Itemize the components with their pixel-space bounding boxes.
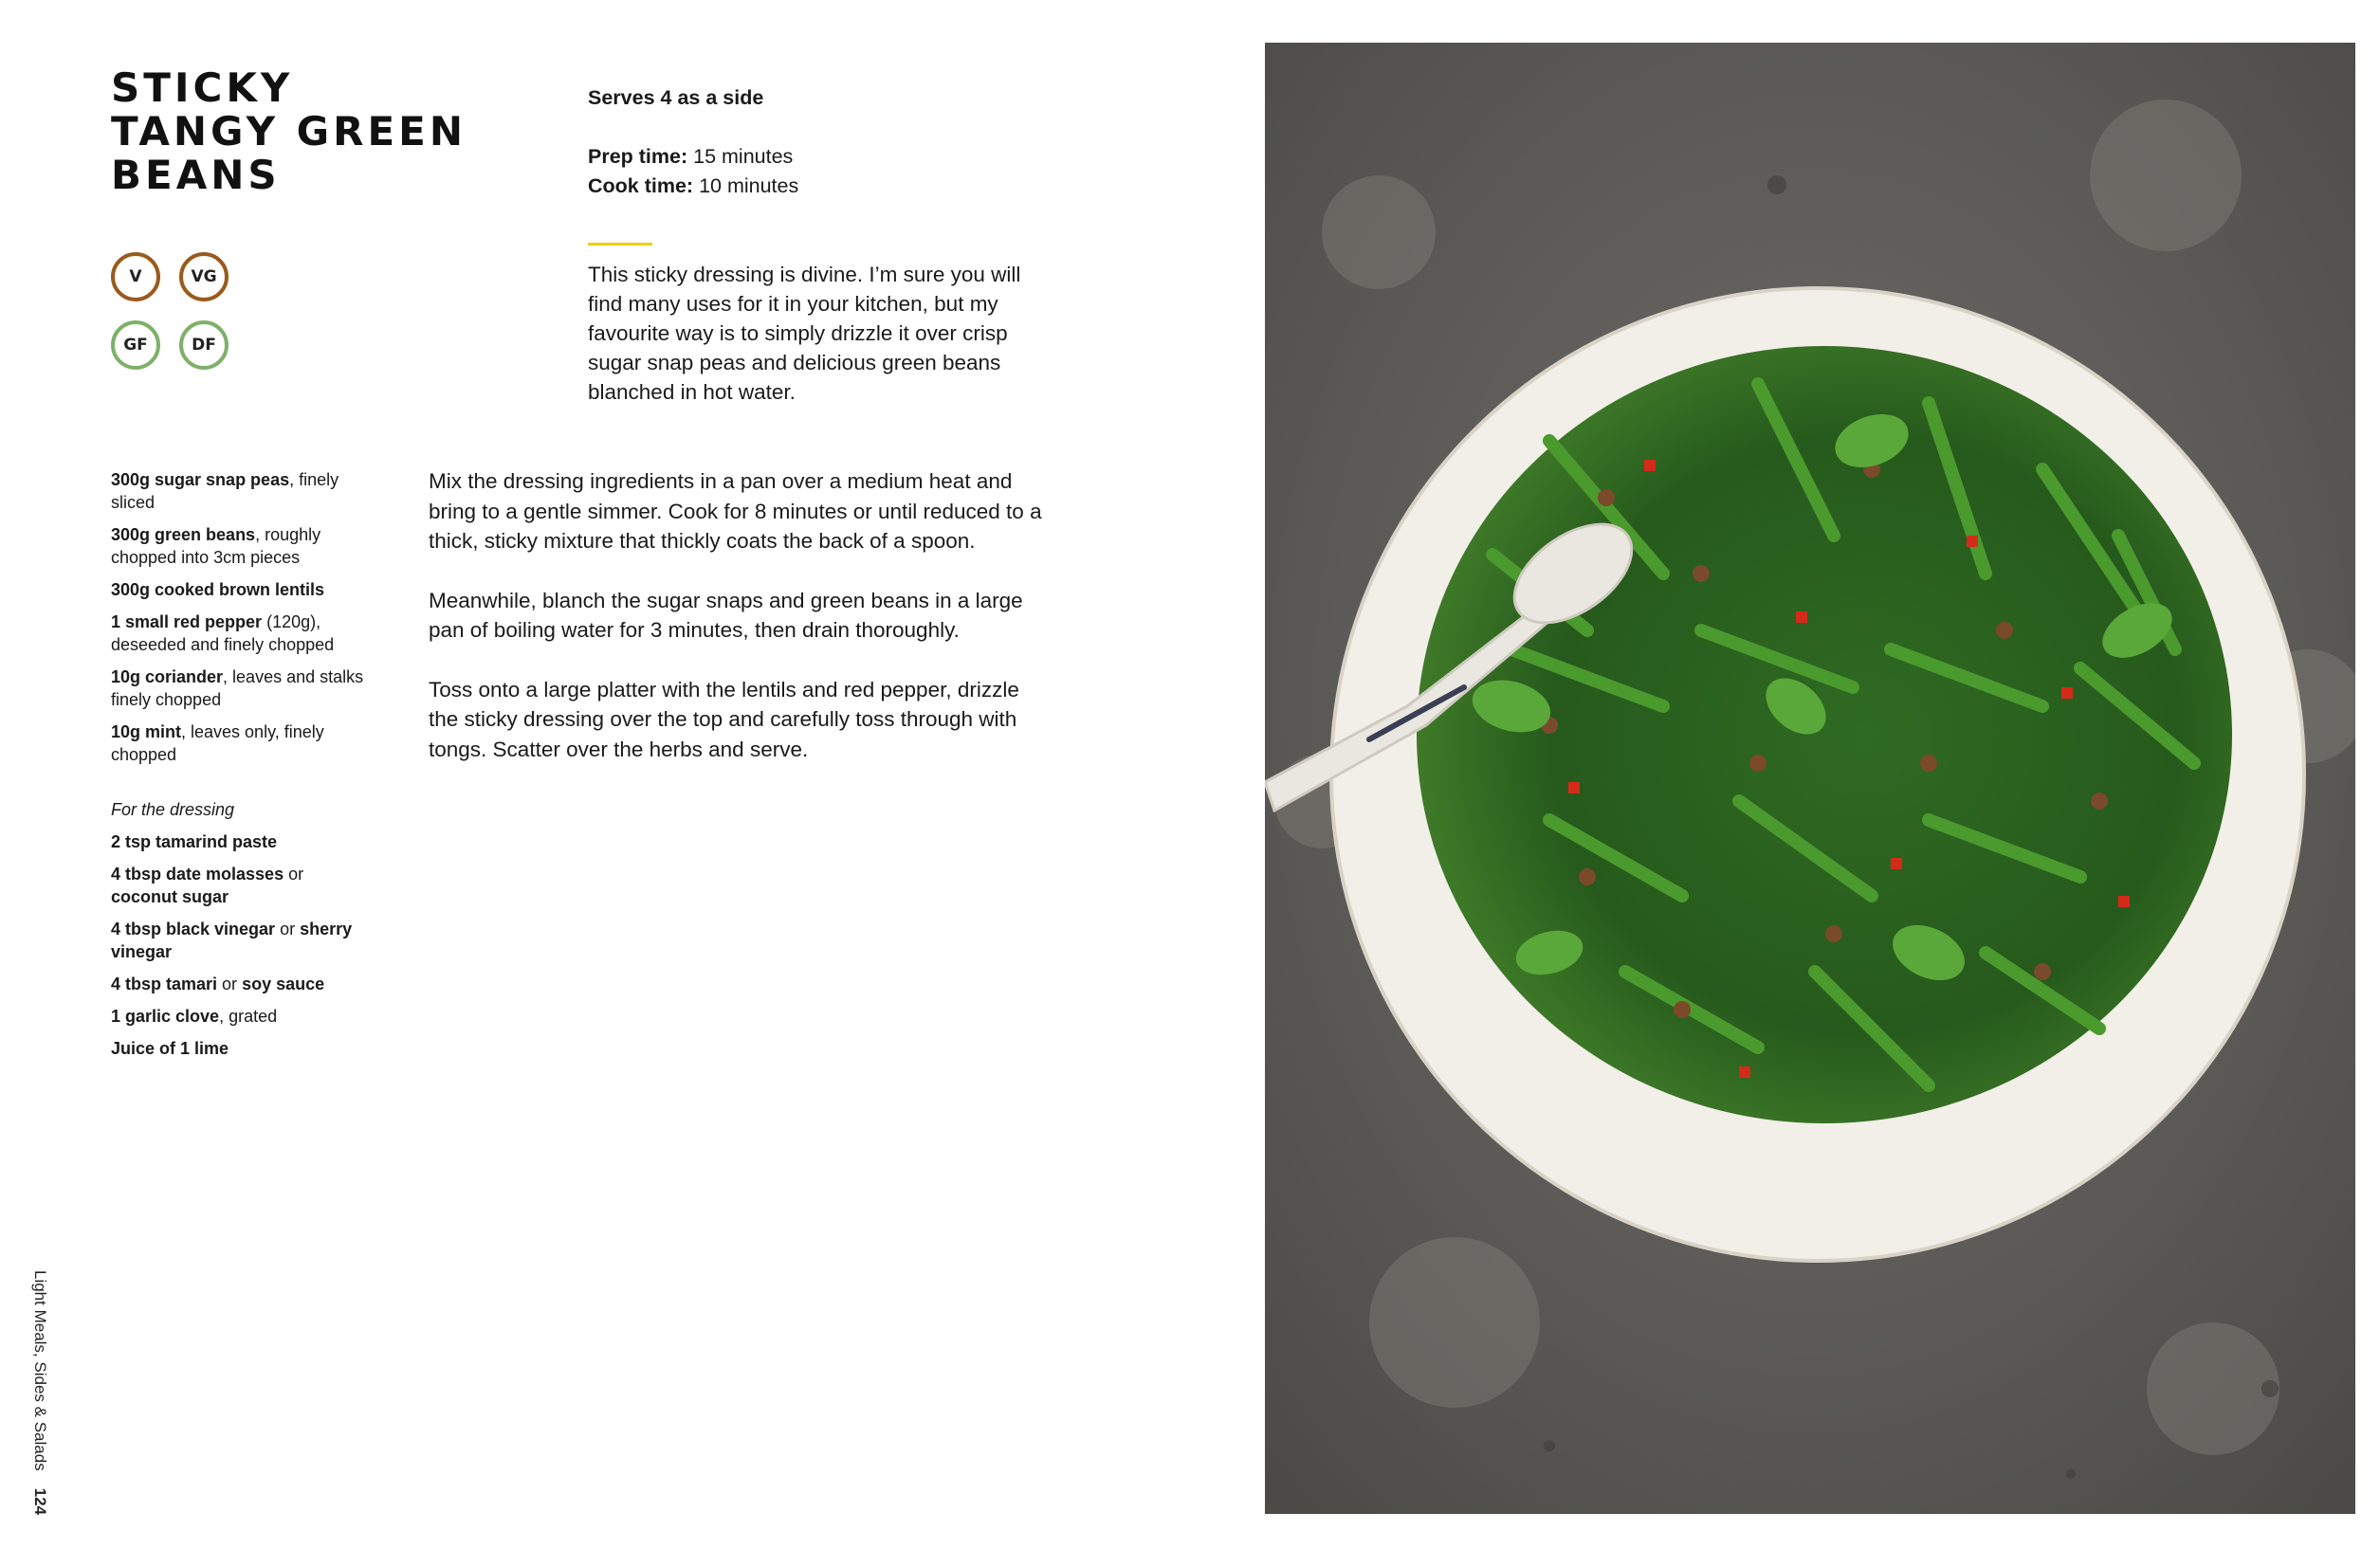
dressing-name: 4 tbsp black vinegar	[111, 920, 276, 939]
ingredient-name: 10g coriander	[111, 667, 224, 686]
dressing-name: Juice of 1 lime	[111, 1039, 229, 1058]
dressing-connector: , grated	[219, 1007, 278, 1026]
dressing-item	[111, 830, 367, 853]
dressing-heading: For the dressing	[111, 800, 235, 819]
dressing-item	[111, 1037, 367, 1060]
recipe-intro: This sticky dressing is divine. I’m sure you will find many uses for it in your kitchen, but my favourite way is to simply drizzle it over crisp sugar snap peas and delicious green beans blanched in hot water.	[588, 263, 1021, 404]
section-name: Light Meals, Sides & Salads	[31, 1270, 49, 1471]
green-beans-platter-image	[1265, 43, 2355, 1514]
title-line: TANGY GREEN	[111, 108, 467, 155]
serves-text: Serves 4 as a side	[588, 86, 764, 109]
diet-badges	[111, 252, 244, 375]
dressing-item	[111, 1005, 367, 1028]
ingredient-note: , leaves and stalks finely chopped	[111, 667, 364, 709]
cook-time-label: Cook time:	[588, 174, 694, 197]
ingredients-list	[111, 468, 367, 1069]
ingredient-name: 300g green beans	[111, 525, 256, 544]
dressing-connector: or	[275, 920, 301, 939]
prep-time-label: Prep time:	[588, 145, 688, 168]
ingredient-item	[111, 578, 367, 601]
ingredient-name: 300g sugar snap peas	[111, 470, 290, 489]
ingredient-item	[111, 665, 367, 711]
accent-divider	[588, 243, 652, 246]
dressing-alt: sherry vinegar	[111, 920, 353, 961]
dressing-name: 2 tsp tamarind paste	[111, 832, 278, 851]
dressing-item	[111, 863, 367, 908]
dairy-free-badge: DF	[179, 320, 229, 370]
ingredient-item	[111, 610, 367, 656]
prep-time	[588, 142, 1081, 172]
recipe-meta	[588, 83, 1081, 201]
method-step: Meanwhile, blanch the sugar snaps and green beans in a large pan of boiling water for 3 minutes, then drain thoroughly.	[429, 588, 1023, 642]
method-steps	[429, 466, 1045, 793]
dressing-name: 4 tbsp tamari	[111, 975, 218, 993]
ingredient-note: , finely sliced	[111, 470, 339, 512]
dressing-item	[111, 918, 367, 963]
method-step: Toss onto a large platter with the lentils and red pepper, drizzle the sticky dressing over the top and carefully toss through with tongs. Scatter over the herbs and serve.	[429, 677, 1019, 761]
ingredient-name: 1 small red pepper	[111, 612, 263, 631]
cook-time-value: 10 minutes	[693, 174, 799, 197]
page-footer	[28, 1270, 52, 1517]
page-number: 124	[31, 1487, 49, 1516]
ingredient-note: , leaves only, finely chopped	[111, 722, 324, 764]
prep-time-value: 15 minutes	[687, 145, 794, 168]
vegan-badge: VG	[179, 252, 229, 301]
dressing-item	[111, 973, 367, 995]
ingredient-name: 300g cooked brown lentils	[111, 580, 325, 599]
recipe-photo	[1265, 43, 2355, 1514]
ingredient-note: , roughly chopped into 3cm pieces	[111, 525, 321, 567]
gluten-free-badge: GF	[111, 320, 160, 370]
dressing-name: 1 garlic clove	[111, 1007, 220, 1026]
ingredient-note: (120g), deseeded and finely chopped	[111, 612, 335, 654]
ingredient-name: 10g mint	[111, 722, 182, 741]
title-line: STICKY	[111, 64, 294, 111]
ingredient-item	[111, 468, 367, 514]
title-line: BEANS	[111, 152, 281, 198]
dressing-connector: or	[284, 865, 304, 884]
ingredient-item	[111, 720, 367, 766]
dressing-alt: soy sauce	[242, 975, 325, 993]
cook-time	[588, 172, 1081, 201]
vegetarian-badge: V	[111, 252, 160, 301]
dressing-alt: coconut sugar	[111, 887, 229, 906]
dressing-connector: or	[217, 975, 243, 993]
method-step: Mix the dressing ingredients in a pan over a medium heat and bring to a gentle simmer. Cook for 8 minutes or until reduced to a thick, sticky mixture that thickly coats the back of a spoon.	[429, 469, 1042, 553]
ingredient-item	[111, 523, 367, 569]
recipe-title	[111, 66, 509, 197]
dressing-name: 4 tbsp date molasses	[111, 865, 284, 884]
